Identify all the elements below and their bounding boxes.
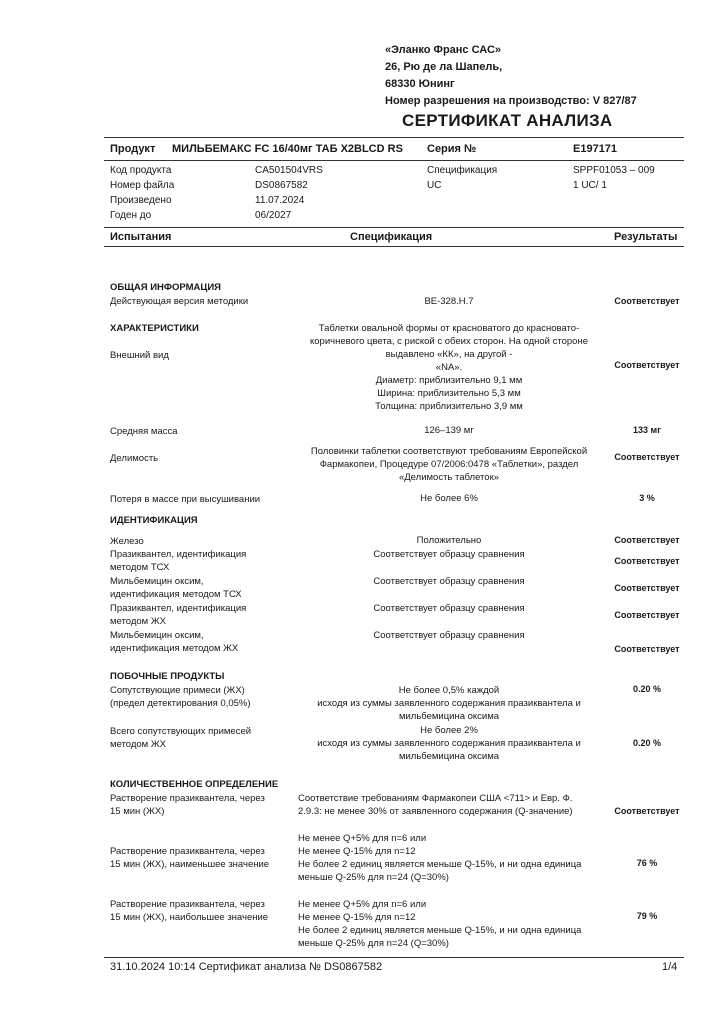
row-spec xyxy=(298,898,608,950)
divider xyxy=(104,957,684,958)
company-street: 26, Рю де ла Шапель, xyxy=(385,61,503,73)
spec-line: Фармакопеи, Процедуре 07/2006:0478 «Таблетки», раздел xyxy=(319,459,579,470)
section-heading-assay: КОЛИЧЕСТВЕННОЕ ОПРЕДЕЛЕНИЕ xyxy=(110,779,279,790)
label-line: Растворение празиквантела, через xyxy=(110,846,265,857)
column-spec: Спецификация xyxy=(350,231,433,243)
spec-line: «Делимость таблеток» xyxy=(398,472,500,483)
label-line: Растворение празиквантела, через xyxy=(110,899,265,910)
row-spec: Соответствует образцу сравнения xyxy=(373,549,525,560)
company-city: 68330 Юнинг xyxy=(385,78,455,90)
spec-line: мильбемицина оксима xyxy=(398,751,500,762)
divider xyxy=(104,246,684,247)
row-label xyxy=(110,602,280,628)
row-label xyxy=(110,898,280,924)
spec-line: Половинки таблетки соответствуют требованиям Европейской xyxy=(310,446,588,457)
row-label: Средняя масса xyxy=(110,426,178,437)
spec-label: Спецификация xyxy=(427,165,498,176)
spec-line: выдавлено «КК», на другой - xyxy=(385,349,513,360)
section-heading-impurities: ПОБОЧНЫЕ ПРОДУКТЫ xyxy=(110,671,225,682)
row-spec: 126–139 мг xyxy=(424,425,474,436)
row-spec: BE-328.H.7 xyxy=(424,296,474,307)
page-title: СЕРТИФИКАТ АНАЛИЗА xyxy=(402,111,613,130)
label-line: Мильбемицин оксим, xyxy=(110,576,204,587)
row-spec xyxy=(298,832,608,884)
row-result: 79 % xyxy=(636,911,658,921)
label-line: методом ЖХ xyxy=(110,616,166,627)
label-line: Растворение празиквантела, через xyxy=(110,793,265,804)
expiry-value: 06/2027 xyxy=(255,210,292,221)
label-line: (предел детектирования 0,05%) xyxy=(110,698,251,709)
spec-line: коричневого цвета, с риской с обеих сторон. На одной стороне xyxy=(309,336,588,347)
spec-line: исходя из суммы заявленного содержания празиквантела и xyxy=(317,698,581,709)
uc-label: UC xyxy=(427,180,442,191)
label-line: Сопутствующие примеси (ЖХ) xyxy=(110,685,245,696)
row-spec: Соответствует образцу сравнения xyxy=(373,630,525,641)
column-results: Результаты xyxy=(614,231,678,243)
uc-value: 1 UC/ 1 xyxy=(573,180,607,191)
produced-value: 11.07.2024 xyxy=(255,195,305,206)
spec-line: Не более 2 единиц является меньше Q-15%, и ни одна единица xyxy=(298,859,582,870)
spec-line: меньше Q-25% для n=24 (Q=30%) xyxy=(298,872,449,883)
row-result: Соответствует xyxy=(614,296,680,306)
series-label: Серия № xyxy=(427,143,477,155)
spec-line: «NA». xyxy=(435,362,463,373)
row-label xyxy=(110,548,280,574)
row-label: Железо xyxy=(110,536,144,547)
row-result: 3 % xyxy=(639,493,655,503)
code-value: CA501504VRS xyxy=(255,165,323,176)
row-label xyxy=(110,792,280,818)
row-result: Соответствует xyxy=(614,583,680,593)
row-spec: Соответствует образцу сравнения xyxy=(373,576,525,587)
row-result: 76 % xyxy=(636,858,658,868)
label-line: методом ЖХ xyxy=(110,739,166,750)
row-spec xyxy=(290,684,608,723)
spec-line: Толщина: приблизительно 3,9 мм xyxy=(375,401,523,412)
row-result: 133 мг xyxy=(633,425,661,435)
row-result: Соответствует xyxy=(614,806,680,816)
label-line: методом ТСХ xyxy=(110,562,170,573)
page-number: 1/4 xyxy=(662,961,678,973)
product-label: Продукт xyxy=(110,143,156,155)
row-spec xyxy=(298,792,608,818)
row-spec: Положительно xyxy=(416,535,482,546)
divider xyxy=(104,227,684,228)
divider xyxy=(104,137,684,138)
spec-line: Не менее Q+5% для n=6 или xyxy=(298,899,427,910)
file-value: DS0867582 xyxy=(255,180,308,191)
spec-line: 2.9.3: не менее 30% от заявленного содержания (Q-значение) xyxy=(298,806,573,817)
divisibility-spec xyxy=(290,445,608,484)
label-line: Всего сопутствующих примесей xyxy=(110,726,252,737)
label-line: идентификация методом ТСХ xyxy=(110,589,242,600)
row-result: 0.20 % xyxy=(632,684,662,694)
spec-line: Ширина: приблизительно 5,3 мм xyxy=(377,388,521,399)
spec-line: исходя из суммы заявленного содержания празиквантела и xyxy=(317,738,581,749)
label-line: Мильбемицин оксим, xyxy=(110,630,204,641)
section-heading-general: ОБЩАЯ ИНФОРМАЦИЯ xyxy=(110,282,221,293)
label-line: Празиквантел, идентификация xyxy=(110,603,247,614)
column-tests: Испытания xyxy=(110,231,172,243)
row-label: Действующая версия методики xyxy=(110,296,249,307)
row-label xyxy=(110,845,280,871)
row-spec xyxy=(290,724,608,763)
spec-value: SPPF01053 – 009 xyxy=(573,165,655,176)
row-label xyxy=(110,629,280,655)
row-result: Соответствует xyxy=(614,360,680,370)
row-spec: Соответствует образцу сравнения xyxy=(373,603,525,614)
spec-line: Таблетки овальной формы от красноватого до красновато- xyxy=(318,323,580,334)
label-line: 15 мин (ЖХ), наименьшее значение xyxy=(110,859,270,870)
row-label xyxy=(110,684,280,710)
license-number: Номер разрешения на производство: V 827/87 xyxy=(385,95,637,107)
row-result: Соответствует xyxy=(614,556,680,566)
spec-line: Не менее Q-15% для n=12 xyxy=(298,846,416,857)
spec-line: Не менее Q-15% для n=12 xyxy=(298,912,416,923)
expiry-label: Годен до xyxy=(110,210,152,221)
spec-line: Не более 0,5% каждой xyxy=(398,685,500,696)
label-line: Празиквантел, идентификация xyxy=(110,549,247,560)
spec-line: Не более 2 единиц является меньше Q-15%, и ни одна единица xyxy=(298,925,582,936)
row-result: Соответствует xyxy=(614,610,680,620)
section-heading-identification: ИДЕНТИФИКАЦИЯ xyxy=(110,515,198,526)
footer-info: 31.10.2024 10:14 Сертификат анализа № DS0867582 xyxy=(110,961,383,973)
row-result: 0.20 % xyxy=(632,738,662,748)
spec-line: Диаметр: приблизительно 9,1 мм xyxy=(375,375,523,386)
row-label: Потеря в массе при высушивании xyxy=(110,494,261,505)
spec-line: Не более 2% xyxy=(420,725,478,736)
row-result: Соответствует xyxy=(614,452,680,462)
file-label: Номер файла xyxy=(110,180,175,191)
section-heading-characteristics: ХАРАКТЕРИСТИКИ xyxy=(110,323,199,334)
row-result: Соответствует xyxy=(614,535,680,545)
label-line: 15 мин (ЖХ), наибольшее значение xyxy=(110,912,269,923)
row-label: Делимость xyxy=(110,453,159,464)
spec-line: мильбемицина оксима xyxy=(398,711,500,722)
row-label: Внешний вид xyxy=(110,350,169,361)
row-label xyxy=(110,575,280,601)
company-name: «Эланко Франс САС» xyxy=(385,44,501,56)
spec-line: меньше Q-25% для n=24 (Q=30%) xyxy=(298,938,449,949)
produced-label: Произведено xyxy=(110,195,172,206)
code-label: Код продукта xyxy=(110,165,172,176)
row-spec: Не более 6% xyxy=(420,493,478,504)
series-value: E197171 xyxy=(573,143,618,155)
row-result: Соответствует xyxy=(614,644,680,654)
row-label xyxy=(110,725,280,751)
appearance-spec xyxy=(290,322,608,413)
divider xyxy=(104,160,684,161)
label-line: 15 мин (ЖХ) xyxy=(110,806,165,817)
label-line: идентификация методом ЖХ xyxy=(110,643,239,654)
product-name: МИЛЬБЕМАКС FC 16/40мг ТАБ Х2BLCD RS xyxy=(172,143,403,155)
spec-line: Соответствие требованиям Фармакопеи США <711> и Евр. Ф. xyxy=(298,793,573,804)
spec-line: Не менее Q+5% для n=6 или xyxy=(298,833,427,844)
